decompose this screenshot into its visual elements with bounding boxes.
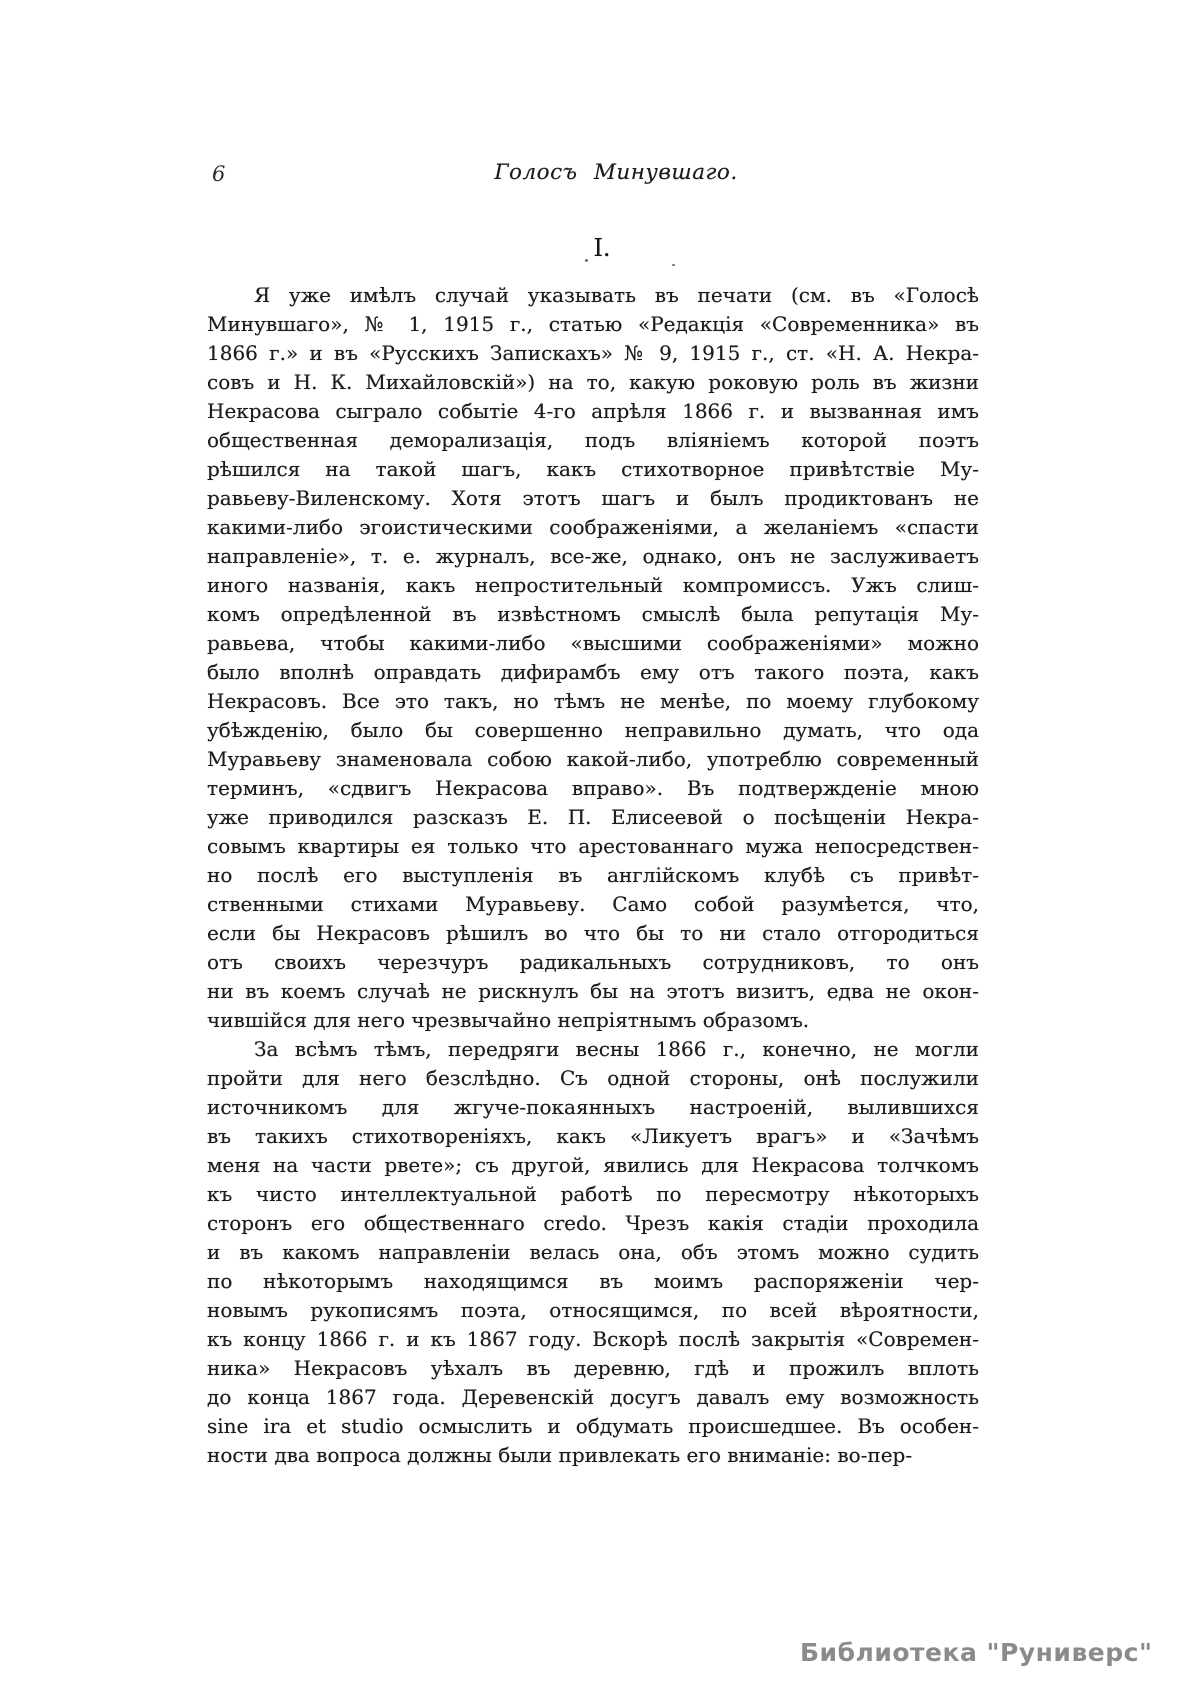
text-line: общественная деморализація, подъ вліяніемъ которой поэтъ — [207, 428, 979, 452]
text-line: Некрасовъ. Все это такъ, но тѣмъ не менѣе, по моему глубокому — [207, 689, 979, 713]
text-line: рѣшился на такой шагъ, какъ стихотворное привѣтствіе Му- — [207, 457, 979, 481]
text-line: Я уже имѣлъ случай указывать въ печати (см. въ «Голосѣ — [254, 283, 979, 307]
text-line: sine ira et studio осмыслить и обдумать происшедшее. Въ особен- — [207, 1414, 979, 1438]
text-line: отъ своихъ черезчуръ радикальныхъ сотрудниковъ, то онъ — [207, 950, 979, 974]
text-line: Минувшаго», № 1, 1915 г., статью «Редакція «Современника» въ — [207, 312, 979, 336]
text-line: ственными стихами Муравьеву. Само собой разумѣется, что, — [207, 892, 979, 916]
text-line: 1866 г.» и въ «Русскихъ Запискахъ» № 9, 1915 г., ст. «Н. А. Некра- — [207, 341, 979, 365]
text-line: пройти для него безслѣдно. Съ одной стороны, онѣ послужили — [207, 1066, 979, 1090]
text-line: къ чисто интеллектуальной работѣ по пересмотру нѣкоторыхъ — [207, 1182, 979, 1206]
text-line: совъ и Н. К. Михайловскій») на то, какую роковую роль въ жизни — [207, 370, 979, 394]
text-line: было вполнѣ оправдать дифирамбъ ему отъ такого поэта, какъ — [207, 660, 979, 684]
text-line: если бы Некрасовъ рѣшилъ во что бы то ни стало отгородиться — [207, 921, 979, 945]
text-line: какими-либо эгоистическими соображеніями, а желаніемъ «спасти — [207, 515, 979, 539]
text-line: направленіе», т. е. журналъ, все-же, однако, онъ не заслуживаетъ — [207, 544, 979, 568]
text-line: Некрасова сыграло событіе 4-го апрѣля 1866 г. и вызванная имъ — [207, 399, 979, 423]
text-line: ни въ коемъ случаѣ не рискнулъ бы на этотъ визитъ, едва не окон- — [207, 979, 979, 1003]
text-line: и въ какомъ направленіи велась она, объ этомъ можно судить — [207, 1240, 979, 1264]
text-line: иного названія, какъ непростительный компромиссъ. Ужъ слиш- — [207, 573, 979, 597]
text-line: источникомъ для жгуче-покаянныхъ настроеній, вылившихся — [207, 1095, 979, 1119]
text-line: въ такихъ стихотвореніяхъ, какъ «Ликуетъ врагъ» и «Зачѣмъ — [207, 1124, 979, 1148]
text-line: убѣжденію, было бы совершенно неправильно думать, что ода — [207, 718, 979, 742]
page-number: 6 — [212, 162, 226, 186]
scan-speck — [672, 264, 675, 266]
running-title: Голосъ Минувшаго. — [494, 160, 738, 185]
text-line: комъ опредѣленной въ извѣстномъ смыслѣ была репутація Му- — [207, 602, 979, 626]
paragraph — [207, 281, 979, 1035]
scan-speck — [585, 259, 588, 262]
section-heading: I. — [593, 234, 611, 262]
body-text — [207, 281, 979, 1470]
text-line: меня на части рвете»; съ другой, явились для Некрасова толчкомъ — [207, 1153, 979, 1177]
paragraph — [207, 1035, 979, 1470]
text-line: равьеву-Виленскому. Хотя этотъ шагъ и былъ продиктованъ не — [207, 486, 979, 510]
text-line: новымъ рукописямъ поэта, относящимся, по всей вѣроятности, — [207, 1298, 979, 1322]
text-line: до конца 1867 года. Деревенскій досугъ давалъ ему возможность — [207, 1385, 979, 1409]
text-line: чившійся для него чрезвычайно непріятнымъ образомъ. — [207, 1008, 810, 1032]
text-line: уже приводился разсказъ Е. П. Елисеевой о посѣщеніи Некра- — [207, 805, 979, 829]
text-line: сторонъ его общественнаго credo. Чрезъ какія стадіи проходила — [207, 1211, 979, 1235]
text-line: къ концу 1866 г. и къ 1867 году. Вскорѣ послѣ закрытія «Современ- — [207, 1327, 979, 1351]
text-line: но послѣ его выступленія въ англійскомъ клубѣ съ привѣт- — [207, 863, 979, 887]
text-line: терминъ, «сдвигъ Некрасова вправо». Въ подтвержденіе мною — [207, 776, 979, 800]
text-line: Муравьеву знаменовала собою какой-либо, употреблю современный — [207, 747, 979, 771]
text-line: ника» Некрасовъ уѣхалъ въ деревню, гдѣ и прожилъ вплоть — [207, 1356, 979, 1380]
text-line: совымъ квартиры ея только что арестованнаго мужа непосредствен- — [207, 834, 979, 858]
text-line: За всѣмъ тѣмъ, передряги весны 1866 г., конечно, не могли — [254, 1037, 979, 1061]
text-line: ности два вопроса должны были привлекать его вниманіе: во-пер- — [207, 1443, 913, 1467]
library-watermark: Библиотека "Руниверс" — [800, 1638, 1153, 1667]
text-line: равьева, чтобы какими-либо «высшими соображеніями» можно — [207, 631, 979, 655]
text-line: по нѣкоторымъ находящимся въ моимъ распоряженіи чер- — [207, 1269, 979, 1293]
